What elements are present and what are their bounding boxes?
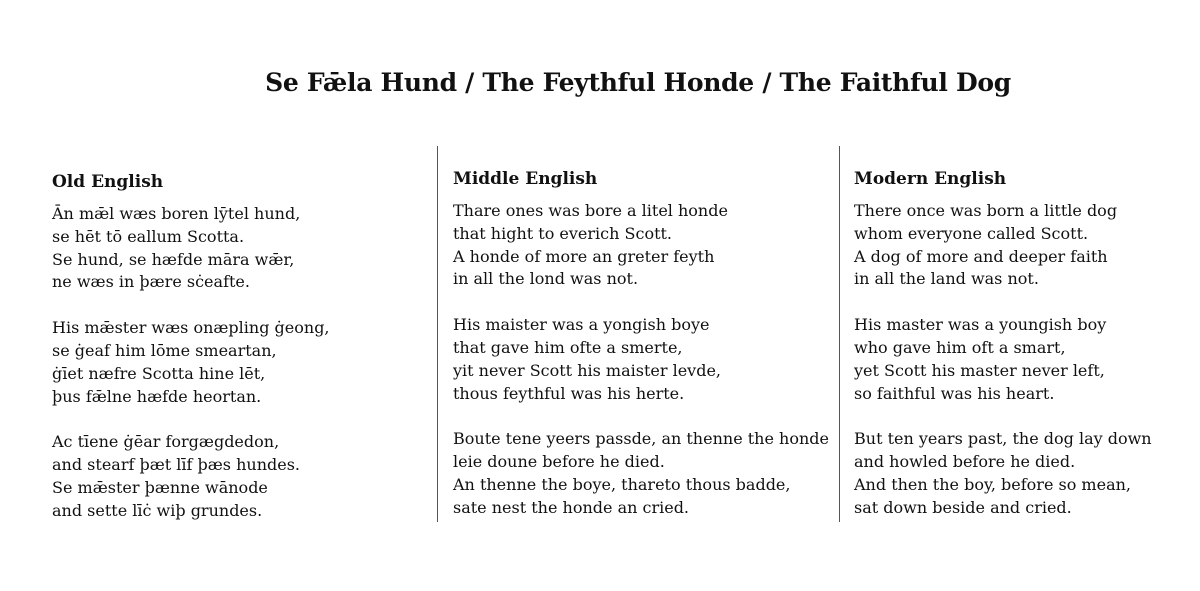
verse-line: yet Scott his master never left,	[854, 360, 1105, 380]
verse-line: in all the lond was not.	[453, 269, 639, 289]
verse-line: Ac tīene ġēar forgægdedon,	[52, 432, 280, 452]
verse-line: leie doune before he died.	[453, 452, 665, 472]
verse-line: ne wæs in þære sċeafte.	[52, 272, 250, 292]
stanza	[52, 317, 330, 408]
stanza	[854, 314, 1152, 405]
column-middle-english	[453, 168, 829, 543]
stanza	[453, 428, 829, 519]
verse-line: yit never Scott his maister levde,	[453, 360, 721, 380]
stanza	[453, 200, 829, 291]
stanza	[854, 200, 1152, 291]
verse-line: ġīet næfre Scotta hine lēt,	[52, 363, 266, 383]
verse-line: Boute tene yeers passde, an thenne the honde	[453, 429, 829, 449]
verse-line: His maister was a yongish boye	[453, 315, 710, 335]
verse-line: and sette līċ wiþ grundes.	[52, 500, 263, 520]
stanza	[52, 431, 330, 522]
verse-line: thous feythful was his herte.	[453, 383, 685, 403]
verse-line: His master was a youngish boy	[854, 315, 1107, 335]
verse-line: His mǣster wæs onæpling ġeong,	[52, 318, 330, 338]
verse-line: Se mǣster þænne wānode	[52, 477, 268, 497]
verse-line: An thenne the boye, thareto thous badde,	[453, 474, 791, 494]
page-title: Se Fǣla Hund / The Feythful Honde / The Faithful Dog	[265, 68, 1011, 97]
verse-line: And then the boy, before so mean,	[854, 474, 1131, 494]
column-heading: Middle English	[453, 169, 598, 189]
verse-line: who gave him oft a smart,	[854, 337, 1066, 357]
verse-line: Se hund, se hæfde māra wǣr,	[52, 249, 295, 269]
verse-line: A dog of more and deeper faith	[854, 246, 1108, 266]
verse-line: whom everyone called Scott.	[854, 223, 1089, 243]
stanza	[854, 428, 1152, 519]
verse-line: But ten years past, the dog lay down	[854, 429, 1152, 449]
column-heading: Modern English	[854, 169, 1007, 189]
verse-line: Ān mǣl wæs boren lȳtel hund,	[52, 204, 301, 223]
verse-line: sat down beside and cried.	[854, 497, 1072, 517]
column-divider	[437, 146, 438, 522]
verse-line: and stearf þæt līf þæs hundes.	[52, 455, 301, 475]
verse-line: Thare ones was bore a litel honde	[453, 201, 728, 220]
verse-line: so faithful was his heart.	[854, 383, 1055, 403]
stanza	[52, 203, 330, 294]
verse-line: and howled before he died.	[854, 452, 1076, 472]
column-modern-english	[854, 168, 1152, 543]
verse-line: þus fǣlne hæfde heortan.	[52, 386, 262, 406]
verse-line: that hight to everich Scott.	[453, 223, 673, 243]
verse-line: se ġeaf him lōme smeartan,	[52, 340, 277, 360]
column-old-english	[52, 171, 330, 546]
verse-line: A honde of more an greter feyth	[453, 246, 715, 266]
verse-line: in all the land was not.	[854, 269, 1039, 289]
verse-line: that gave him ofte a smerte,	[453, 337, 683, 357]
verse-line: There once was born a little dog	[854, 201, 1118, 220]
column-divider	[839, 146, 840, 522]
stanza	[453, 314, 829, 405]
verse-line: sate nest the honde an cried.	[453, 497, 690, 517]
verse-line: se hēt tō eallum Scotta.	[52, 226, 245, 246]
column-heading: Old English	[52, 172, 164, 192]
